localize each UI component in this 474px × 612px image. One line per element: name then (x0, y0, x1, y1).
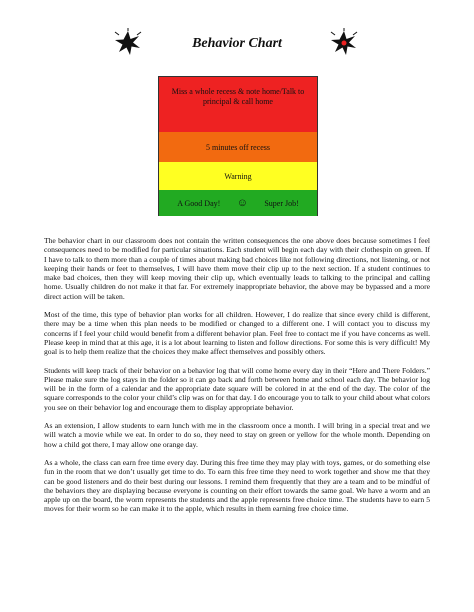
paragraph: As an extension, I allow students to earn lunch with me in the classroom once a month. I will bring in a special treat and we will watch a movie while we eat. In order to do so, they need to stay on green or yellow for the whole month. Depending on how a child got there, I may allow one orange day. (44, 421, 430, 449)
letter-body (44, 236, 430, 523)
chart-level-yellow-text: Warning (224, 171, 252, 181)
chart-level-red-text: Miss a whole recess & note home/Talk to principal & call home (171, 87, 305, 106)
chart-level-yellow (159, 162, 317, 190)
page-title: Behavior Chart (192, 36, 282, 51)
paragraph: Most of the time, this type of behavior plan works for all children. However, I do realize that since every child is different, there may be a time when this plan needs to be modified or changed to a different one. I will contact you to discuss my concerns if I feel your child would benefit from a different behavior plan. Feel free to contact me if you have concerns as well. Please keep in mind that at this age, it is a lot about learning to listen and follow directions. For some this is very difficult! My goal is to help them realize that the choices they make affect themselves and possibly others. (44, 310, 430, 357)
smiley-face-icon: ☺ (236, 197, 248, 209)
behavior-chart (158, 76, 318, 216)
paragraph: The behavior chart in our classroom does not contain the written consequences the one above does because sometimes I feel consequences need to be modified for particular situations. Each student will begin each day with their clothespin on green. If I have to talk to them more than a couple of times about making bad choices like not following directions, not listening, or not keeping their hands or feet to themselves, I will have them move their clip up to the next section. If a student continues to make bad choices, then they will keep moving their clip up, which eventually leads to talking to the principal and calling home. Usually children do not make it that far. For extremely inappropriate behavior, the above may be bypassed and a more direct action will be taken. (44, 236, 430, 301)
chart-level-orange (159, 132, 317, 162)
star-burst-icon (329, 28, 359, 58)
chart-level-green-left-text: A Good Day! (177, 198, 221, 208)
chart-level-red (159, 77, 317, 132)
paragraph: Students will keep track of their behavior on a behavior log that will come home every day in their “Here and There Folders.” Please make sure the log stays in the folder so it can go back and forth between home and school each day. The behavior log will be in the form of a calendar and the appropriate date square will be colored in at the end of the day. The color of the square corresponds to the color your child’s clip was on for that day. I do encourage you to talk to your child about what colors you see on their behavior log and encourage them to display appropriate behavior. (44, 365, 430, 412)
paragraph: As a whole, the class can earn free time every day. During this free time they may play with toys, games, or do something else fun in the room that we don’t usually get time to do. To earn this free time they need to work together and show me that they can be good listeners and do their best during our lessons. I remind them frequently that they are a team and to be mindful of the behaviors they are displaying because everyone is counting on their effort towards the same goal. We have a worm and an apple up on the board, the worm represents the students and the apple represents free choice time. The students have to earn 5 moves for their worm so he can make it to the apple, which results in them earning free choice time. (44, 457, 430, 514)
chart-level-green-right-text: Super Job! (264, 198, 299, 208)
chart-level-green (159, 190, 317, 216)
chart-level-orange-text: 5 minutes off recess (205, 142, 271, 152)
